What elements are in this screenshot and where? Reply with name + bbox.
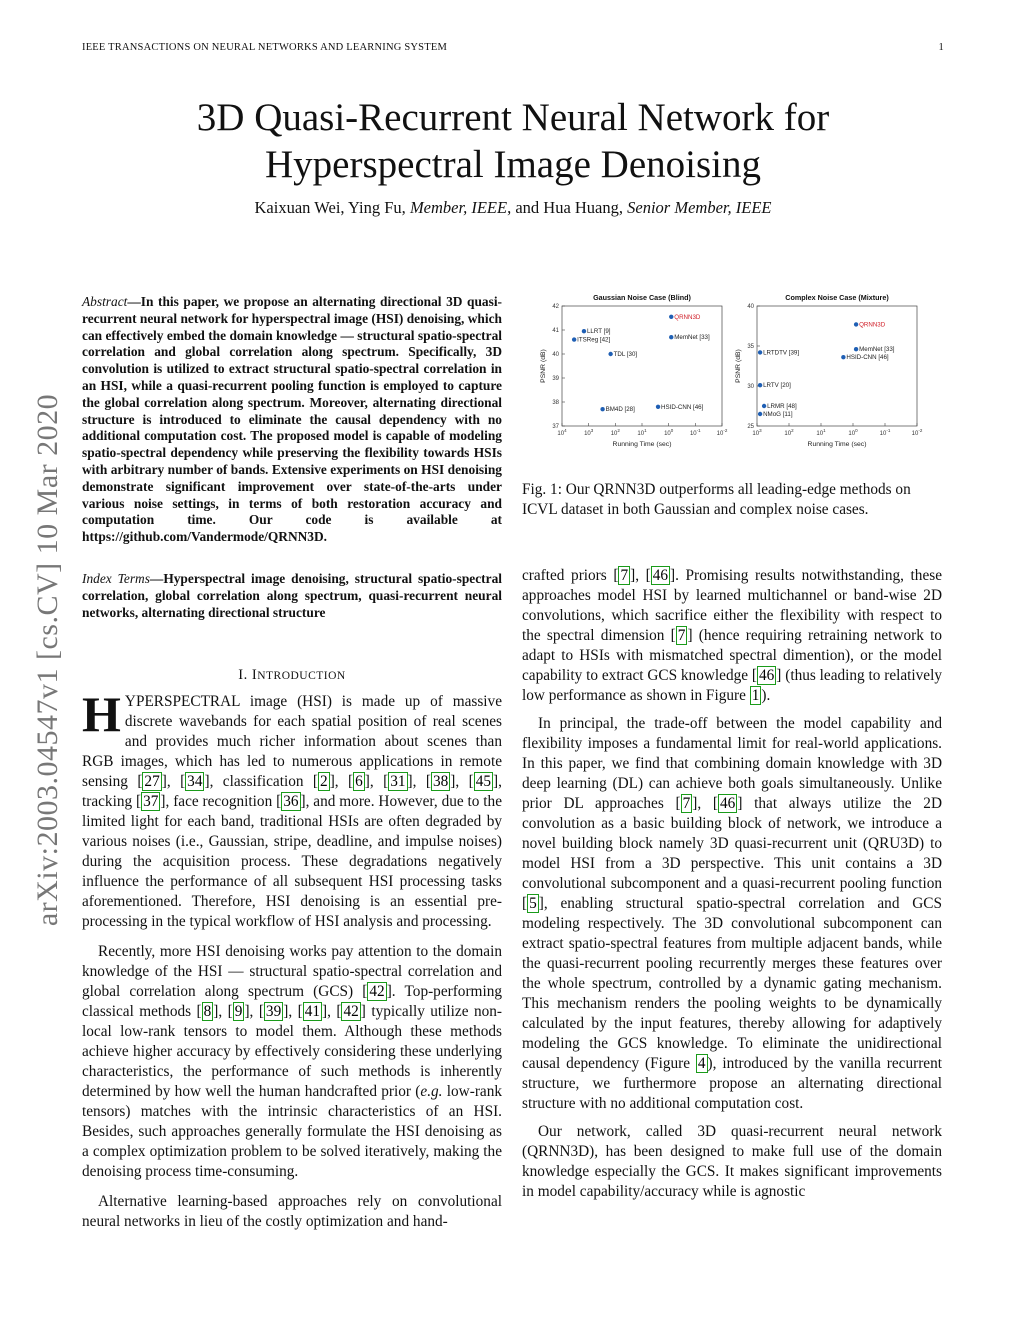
right-p1-d: (thus leading to relatively low performance as shown in Figure [522, 667, 942, 704]
right-p1-a: crafted priors [522, 567, 614, 584]
author-list [82, 198, 944, 218]
chart-title: Gaussian Noise Case (Blind) [593, 293, 691, 302]
x-tick-label: $10^2$ [784, 428, 794, 437]
x-tick-label: $10^3$ [752, 428, 762, 437]
intro-sep: , [288, 1003, 298, 1020]
intro-p2-a: Recently, more HSI denoising works pay attention to the domain knowledge of the HSI — structural spatio-spectral correlation and global correlation along spectrum (GCS) [82, 943, 502, 1000]
y-tick-label: 37 [552, 424, 559, 430]
data-point-label: MemNet [33] [674, 334, 710, 342]
chart-complex-panel [735, 293, 923, 448]
x-axis-label: Running Time (sec) [807, 441, 867, 448]
data-point [854, 322, 858, 326]
intro-sep: , classification [209, 773, 313, 790]
data-point [854, 347, 858, 351]
figure-1 [522, 288, 942, 458]
data-point-label: BM4D [28] [605, 406, 635, 414]
y-axis-label: PSNR (dB) [540, 349, 547, 383]
data-point [572, 337, 576, 341]
arxiv-stamp [18, 345, 78, 975]
data-point [600, 407, 604, 411]
data-point-label: NMoG [11] [763, 411, 793, 418]
paper-title [82, 94, 944, 188]
citation-link[interactable]: 46 [758, 667, 775, 684]
citation-link[interactable]: 42 [343, 1003, 359, 1020]
citation-link[interactable]: 38 [433, 773, 449, 790]
right-p2-b: that always utilize the 2D convolution as a basic building block of network, we introduce a novel building block namely 3D quasi-recurrent unit (QRU3D) to model HSI from a 3D perspective. This unit contains a 3D convolutional subcomponent and a quasi-recurrent pooling function [522, 795, 942, 892]
citation-link[interactable]: 27 [144, 773, 160, 790]
intro-sep: , [327, 1003, 337, 1020]
citation-link[interactable]: 7 [677, 627, 686, 644]
x-tick-label: $10^4$ [557, 428, 567, 437]
section-number: I. [238, 667, 252, 683]
data-point-label: MemNet [33] [859, 346, 895, 354]
right-p1-b: . Promising results notwithstanding, these approaches model HSI by learned multichannel or band-wise 2D convolutions, which sacrifice either the flexibility with respect to the spectral dimension [522, 567, 942, 644]
abstract [82, 294, 502, 546]
data-point-label: HSID-CNN [46] [846, 354, 889, 362]
citation-link[interactable]: 7 [620, 567, 629, 584]
citation-link[interactable]: 8 [203, 1003, 212, 1020]
figure-link[interactable]: 1 [751, 687, 760, 704]
y-tick-label: 41 [552, 328, 559, 334]
data-point [582, 329, 586, 333]
citation-link[interactable]: 34 [187, 773, 203, 790]
data-point [758, 383, 762, 387]
citation-link[interactable]: 45 [475, 773, 492, 790]
intro-sep: , face recognition [165, 793, 277, 810]
right-sep: , [635, 567, 646, 584]
intro-sep: , [249, 1003, 259, 1020]
y-tick-label: 35 [747, 344, 754, 350]
y-axis-label: PSNR (dB) [735, 349, 742, 383]
data-point [669, 335, 673, 339]
data-point [841, 355, 845, 359]
section-initial: I [251, 667, 258, 683]
citation-link[interactable]: 31 [390, 773, 406, 790]
index-terms-text: —Hyperspectral image denoising, structural spatio-spectral correlation, global correlation along spectrum, quasi-recurrent neural networks, alternating directional structure [82, 571, 503, 620]
y-tick-label: 30 [747, 384, 754, 390]
author-role-2: Senior Member, IEEE [627, 198, 772, 217]
x-tick-label: $10^0$ [664, 428, 674, 437]
x-tick-label: $10^3$ [584, 428, 594, 437]
intro-sep: , [455, 773, 469, 790]
citation-link[interactable]: 9 [234, 1003, 243, 1020]
citation-link[interactable]: 37 [143, 793, 159, 810]
y-tick-label: 38 [552, 400, 559, 406]
intro-paragraph-2: Recently, more HSI denoising works pay attention to the domain knowledge of the HSI — structural spatio-spectral correlation and global correlation along spectrum (GCS) [ 42 ]. Top-performing classical methods [ 8 ], [ 9 ], [ 39 ], [ 41 ], [ 42 ] typically utilize non-local low-rank tensors to model them. Although these methods achieve higher accuracy by effectively considering these underlying characteristics, the performance of such methods is inherently determined by how well the human handcrafted prior (e.g. low-rank tensors) matches with the intrinsic characteristics of an HSI. Besides, such approaches generally formulate the HSI denoising as a complex optimization problem to be solved iteratively, making the denoising process time-consuming. [82, 943, 503, 1180]
title-line-1: 3D Quasi-Recurrent Neural Network for [196, 96, 830, 139]
x-axis-label: Running Time (sec) [612, 441, 672, 448]
chart-title: Complex Noise Case (Mixture) [785, 293, 889, 302]
x-tick-label: $10^{-2}$ [911, 428, 923, 437]
abstract-text: —In this paper, we propose an alternating directional 3D quasi-recurrent neural network for hyperspectral image (HSI) denoising, which can effectively embed the domain knowledge — structural spatio-spectral correlation and global correlation along spectrum. Specifically, 3D convolution is utilized to extract structural spatio-spectral correlation in an HSI, while a quasi-recurrent pooling function is employed to capture the global correlation along spectrum. Moreover, alternating directional structure is introduced to eliminate the causal dependency with no additional computation cost. The proposed model is capable of modeling spatio-spectral dependency while preserving the flexibility towards HSIs with arbitrary number of bands. Extensive experiments on HSI denoising demonstrate significant improvement over state-of-the-arts under various noise settings, in terms of both restoration accuracy and computation time. Our code is available at https://github.com/Vandermode/QRNN3D. [82, 294, 502, 545]
y-tick-label: 25 [747, 424, 754, 430]
citation-link[interactable]: 46 [720, 795, 736, 812]
y-tick-label: 42 [552, 304, 559, 310]
drop-cap: H [82, 686, 121, 742]
data-point [608, 352, 612, 356]
citation-link[interactable]: 41 [304, 1003, 320, 1020]
abstract-label: Abstract [82, 294, 128, 309]
authors-part-2: , and Hua Huang, [507, 198, 628, 217]
journal-name: IEEE TRANSACTIONS ON NEURAL NETWORKS AND LEARNING SYSTEM [82, 42, 447, 53]
data-point [758, 412, 762, 416]
title-line-2: Hyperspectral Image Denoising [265, 143, 761, 186]
intro-sep: , [218, 1003, 228, 1020]
right-column-text [522, 566, 942, 1210]
citation-link[interactable]: 5 [529, 895, 537, 912]
data-point-label: LRTDTV [39] [763, 349, 800, 357]
data-point [669, 315, 673, 319]
figure-caption: Fig. 1: Our QRNN3D outperforms all leading-edge methods on ICVL dataset in both Gaussian and complex noise cases. [522, 481, 911, 518]
page-number: 1 [938, 42, 944, 53]
citation-link[interactable]: 2 [320, 773, 328, 790]
data-point [656, 405, 660, 409]
intro-sep: , and more. However, [305, 793, 438, 810]
intro-sep: , [412, 773, 426, 790]
x-tick-label: $10^1$ [816, 428, 826, 437]
index-terms [82, 571, 502, 621]
chart-gaussian-panel [540, 293, 728, 448]
data-point-label: QRNN3D [674, 313, 701, 321]
data-point [758, 350, 762, 354]
intro-p2-d: low-rank tensors) matches with the intrinsic characteristics of an HSI. Besides, such approaches generally formulate the HSI denoising as a complex optimization problem to be solved iteratively, making the denoising process time-consuming. [82, 1083, 503, 1180]
citation-link[interactable]: 36 [283, 793, 299, 810]
data-point-label: TDL [30] [613, 351, 638, 358]
data-point [762, 404, 766, 408]
citation-link[interactable]: 7 [682, 795, 691, 812]
data-point-label: LRMR [48] [767, 403, 797, 410]
data-point-label: LLRT [9] [586, 328, 611, 336]
right-p1-c: (hence requiring retraining network to adapt to HSIs with mismatched spectral dimention), or the model capability to extract GCS knowledge [522, 627, 942, 684]
intro-p2-b: Top-performing classical methods [82, 983, 502, 1020]
arxiv-stamp-text: arXiv:2003.04547v1 [cs.CV] 10 Mar 2020 [31, 393, 64, 927]
intro-sep: , [166, 773, 181, 790]
citation-link[interactable]: 6 [355, 773, 363, 790]
intro-eg: e.g. [420, 1083, 443, 1100]
citation-link[interactable]: 42 [369, 983, 385, 1000]
y-tick-label: 39 [552, 376, 559, 382]
figure-link[interactable]: 4 [697, 1055, 706, 1072]
data-point-label: LRTV [20] [763, 382, 791, 390]
data-point-label: HSID-CNN [46] [661, 403, 704, 411]
section-heading [82, 667, 502, 684]
intro-sep: , [369, 773, 384, 790]
x-tick-label: $10^{-2}$ [716, 428, 728, 437]
citation-link[interactable]: 46 [652, 567, 669, 584]
right-sep: , [697, 795, 713, 812]
intro-p2-c: typically utilize non-local low-rank tensors to model them. Although these methods achieve higher accuracy by effectively considering these underlying characteristics, the performance of such methods is inherently determined by how well the human handcrafted prior ( [82, 1003, 502, 1100]
x-tick-label: $10^2$ [610, 428, 620, 437]
index-terms-label: Index Terms [82, 571, 150, 586]
y-tick-label: 40 [747, 304, 754, 310]
right-p2-a: In principal, the trade-off between the model capability and flexibility imposes a fundamental limit for real-world applications. In this paper, we find that combining domain knowledge with 3D deep learning (DL) can achieve both goals simultaneously. Unlike prior DL approaches [522, 715, 942, 812]
section-title-rest: NTRODUCTION [257, 670, 346, 682]
author-role-1: Member, IEEE [409, 198, 508, 217]
data-point-label: ITSReg [42] [577, 336, 611, 344]
citation-link[interactable]: 39 [265, 1003, 282, 1020]
intro-p1-start: YPERSPECTRAL image (HSI) is made up of massive discrete wavebands for each spatial position of real scenes and provides much richer information about scenes than RGB images, which has led to numerous applications in remote sensing [82, 693, 502, 790]
x-tick-label: $10^0$ [848, 428, 858, 437]
intro-paragraph-1: HYPERSPECTRAL image (HSI) is made up of massive discrete wavebands for each spatial position of real scenes and provides much richer information about scenes than RGB images, which has led to numerous applications in remote sensing [ 27 ], [ 34 ], classification [ 2 ], [ 6 ], [ 31 ], [ 38 ], [ 45 ], tracking [ 37 ], face recognition [ 36 ], and more. However, due to the limited light for each band, traditional HSIs are often degraded by various noises (i.e., Gaussian, stripe, deadline, and impulse noises) during the acquisition process. These degradations negatively influence the performance of all subsequent HSI processing tasks aforementioned. Therefore, HSI denoising is an essential pre-processing in the typical workflow of HSI analysis and processing. [82, 686, 502, 930]
running-header [82, 42, 944, 53]
intro-paragraph-3: Alternative learning-based approaches rely on convolutional neural networks in lieu of the costly optimization and hand- [82, 1193, 502, 1230]
right-paragraph-3: Our network, called 3D quasi-recurrent neural network (QRNN3D), has been designed to make full use of the domain knowledge especially the GCS. It makes significant improvements in model capability/accuracy while is agnostic [522, 1123, 942, 1200]
data-point-label: QRNN3D [859, 321, 886, 329]
authors-part-1: Kaixuan Wei, Ying Fu, [254, 198, 410, 217]
intro-sep: , tracking [82, 773, 502, 810]
x-tick-label: $10^{-1}$ [689, 428, 701, 437]
intro-p1-rest: due to the limited light for each band, traditional HSIs are often degraded by various noises (i.e., Gaussian, stripe, deadline, and impulse noises) during the acquisition process. These degradations negatively influence the performance of all subsequent HSI processing tasks aforementioned. Therefore, HSI denoising is an essential pre-processing in the typical workflow of HSI analysis and processing. [82, 793, 502, 930]
right-p1-e: ). [761, 687, 771, 704]
intro-sep: . [391, 983, 396, 1000]
right-paragraph-1: crafted priors [ 7 ], [ 46 ]. Promising results notwithstanding, these approaches model HSI by learned multichannel or band-wise 2D convolutions, which sacrifice either the flexibility with respect to the spectral dimension [ 7 ] (hence requiring retraining network to adapt to HSIs with mismatched spectral dimention), or the model capability to extract GCS knowledge [ 46 ] (thus leading to relatively low performance as shown in Figure 1 ). [522, 567, 942, 704]
right-p2-c: , enabling structural spatio-spectral correlation and GCS modeling respectively. The 3D convolutional subcomponent can extract spatio-spectral features from multiple adjacent bands, while the quasi-recurrent pooling recurrently merges these features over the whole spectrum, controlled by a dynamic gating mechanism. This mechanism renders the pooling weights to be dynamically calculated by the input features, thereby allowing for adaptively modeling the GCS knowledge. To eliminate the unidirectional causal dependency (Figure [522, 895, 942, 1072]
x-tick-label: $10^{-1}$ [879, 428, 891, 437]
intro-sep: , [334, 773, 349, 790]
x-tick-label: $10^1$ [637, 428, 647, 437]
right-p2-d: ), introduced by the vanilla recurrent structure, we furthermore propose an alternating directional structure with no additional computation cost. [522, 1055, 942, 1112]
y-tick-label: 40 [552, 352, 559, 358]
intro-text [82, 686, 503, 1242]
right-paragraph-2: In principal, the trade-off between the model capability and flexibility imposes a fundamental limit for real-world applications. In this paper, we find that combining domain knowledge with 3D deep learning (DL) can achieve both goals simultaneously. Unlike prior DL approaches [ 7 ], [ 46 ] that always utilize the 2D convolution as a basic building block of network, we introduce a novel building block namely 3D quasi-recurrent unit (QRU3D) to model HSI from a 3D perspective. This unit contains a 3D convolutional subcomponent and a quasi-recurrent pooling function [ 5 ], enabling structural spatio-spectral correlation and GCS modeling respectively. The 3D convolutional subcomponent can extract spatio-spectral features from multiple adjacent bands, while the quasi-recurrent pooling recurrently merges these features over the whole spectrum, controlled by a dynamic gating mechanism. This mechanism renders the pooling weights to be dynamically calculated by the input features, thereby allowing for adaptively modeling the GCS knowledge. To eliminate the unidirectional causal dependency (Figure 4 ), introduced by the vanilla recurrent structure, we furthermore propose an alternating directional structure with no additional computation cost. [522, 715, 942, 1112]
